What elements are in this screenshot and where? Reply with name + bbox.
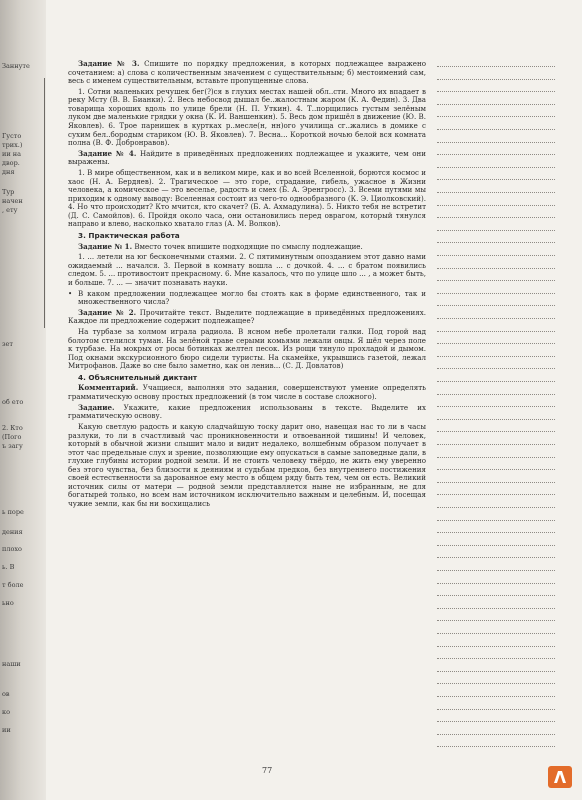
answer-line (437, 205, 555, 206)
answer-line (437, 457, 555, 458)
answer-line (437, 192, 555, 193)
left-margin-strip (0, 0, 46, 800)
answer-line (437, 696, 555, 697)
answer-line (437, 66, 555, 67)
margin-fragment: зет (2, 340, 13, 348)
answer-line (437, 494, 555, 495)
answer-line (437, 242, 555, 243)
answer-line (437, 129, 555, 130)
answer-line (437, 557, 555, 558)
margin-fragment: ь поре (2, 508, 24, 516)
answer-line (437, 444, 555, 445)
margin-fragment: ов (2, 690, 10, 698)
answer-line (437, 179, 555, 180)
margin-fragment: ьно (2, 599, 14, 607)
answer-line (437, 608, 555, 609)
answer-line (437, 545, 555, 546)
gutter-line (44, 78, 45, 328)
task-title: Задание № 4. (78, 148, 137, 158)
margin-fragment: ъ загу (2, 442, 23, 450)
answer-line (437, 658, 555, 659)
task-text: Спишите по порядку предложения, в которых подлежащее выражено сочетанием: а) слова с количественным значением с существительным; б) местоимений сам, весь с именем существительным, вставьте пропущенные слова. (68, 60, 426, 86)
answer-line (437, 671, 555, 672)
task-text: Учащиеся, выполняя это задания, совершенствуют умение определять грамматическую основу простых предложений (в том числе в составе сложного). (68, 383, 426, 401)
margin-fragment: об ето (2, 398, 24, 406)
task-title: Задание № 3. (78, 60, 140, 68)
margin-fragment: дня (2, 168, 15, 176)
margin-fragment: ко (2, 708, 10, 716)
section-heading: 4. Объяснительный диктант (78, 372, 198, 382)
answer-line (437, 318, 555, 319)
answer-line (437, 520, 555, 521)
answer-line (437, 381, 555, 382)
answer-line (437, 331, 555, 332)
margin-fragment: начен (2, 197, 23, 205)
task-paragraph (68, 60, 426, 86)
answer-line (437, 116, 555, 117)
task-paragraph (68, 384, 426, 401)
body-paragraph: 1. ... летели на юг бесконечными стаями. 2. С пятиминутным опозданием этот давно нами ожидаемый ... начался. 3. Первой в комнату вошла ... с дочкой. 4. ... с братом появились следом. 5. ... противостоит прекрасному. 6. Мне казалось, что по улице шло ... , а может быть, и больше. 7. ... — значит познавать науки. (68, 252, 426, 287)
answer-line (437, 431, 555, 432)
section-heading: 3. Практическая работа (78, 230, 180, 240)
answer-line (437, 683, 555, 684)
margin-fragment: Заннуте (2, 62, 30, 70)
margin-fragment: трих.) (2, 141, 23, 149)
answer-line (437, 419, 555, 420)
page-number: 77 (262, 766, 273, 775)
answer-line (437, 280, 555, 281)
answer-line (437, 734, 555, 735)
answer-line (437, 356, 555, 357)
publisher-logo-icon (548, 766, 572, 788)
margin-fragment: т боле (2, 581, 24, 589)
answer-line (437, 217, 555, 218)
answer-line (437, 646, 555, 647)
margin-fragment: , ету (2, 206, 18, 214)
answer-line (437, 633, 555, 634)
answer-line (437, 142, 555, 143)
margin-fragment: ии на (2, 150, 21, 158)
task-paragraph (68, 243, 426, 252)
answer-line (437, 709, 555, 710)
answer-line (437, 79, 555, 80)
margin-fragment: плохо (2, 545, 22, 553)
answer-line (437, 104, 555, 105)
task-text: Прочитайте текст. Выделите подлежащие в приведённых предложениях. Каждое ли предложение содержит подлежащее? (68, 307, 426, 326)
answer-line (437, 469, 555, 470)
task-title: Задание. (78, 402, 115, 412)
answer-line (437, 595, 555, 596)
task-paragraph (68, 309, 426, 326)
answer-lines (437, 66, 557, 756)
margin-fragment: ь. В (2, 563, 15, 571)
answer-line (437, 91, 555, 92)
body-paragraph: 1. В мире общественном, как и в великом мире, как и во всей Вселенной, борются космос и хаос (Н. А. Бердяев). 2. Трагическое — это горе, страдание, гибель, ужасное в Жизни человека, а комическое — это веселье, радость и смех (Б. А. Эренгросс). 3. Всеми путями мы приходим к одному выводу: Вселенная состоит из чего-то однообразного (К. Э. Циолковский). 4. Но что происходит? Кто мчится, кто скачет? (Б. А. Ахмадулина). 5. Никто тебя не встретит (Д. С. Самойлов). 6. Пройдя около часа, они остановились перед оврагом, который тянулся направо и влево, насколько хватало глаз (А. М. Волков). (68, 168, 426, 229)
body-paragraph: На турбазе за холмом играла радиола. В ясном небе пролетали галки. Под горой над болотом стелился туман. На зелёной траве серыми комьями лежали овцы. Я шёл через поле к турбазе. На мокрых от росы ботинках желтел песок. Из рощи тянуло прохладой и дымом. Под окнами экскурсионного бюро сидели туристы. На скамейке, укрывшись газетой, лежал Митрофанов. Даже во сне было заметно, как он ленив... (С. Д. Довлатов) (68, 327, 426, 371)
margin-fragment: 2. Кто (2, 424, 23, 432)
task-text: Найдите в приведённых предложениях подлежащее и укажите, чем они выражены. (68, 148, 426, 167)
task-title: Задание № 2. (78, 307, 137, 317)
answer-line (437, 305, 555, 306)
margin-fragment: Тур (2, 188, 15, 196)
task-title: Задание № 1. (78, 241, 133, 251)
answer-line (437, 482, 555, 483)
bullet-question: • В каком предложении подлежащее могло бы стоять как в форме единственного, так и множественного числа? (68, 290, 426, 307)
answer-line (437, 583, 555, 584)
answer-line (437, 154, 555, 155)
margin-fragment: ии (2, 726, 11, 734)
answer-line (437, 167, 555, 168)
answer-line (437, 268, 555, 269)
margin-fragment: двор. (2, 159, 20, 167)
task-text: Вместо точек впишите подходящие по смыслу подлежащие. (132, 241, 363, 251)
task-text: Укажите, какие предложения использованы в тексте. Выделите их грамматическую основу. (68, 402, 426, 421)
margin-fragment: наши (2, 660, 21, 668)
body-paragraph: 1. Сотни маленьких речушек бег(?)ся в глухих местах нашей обл..сти. Много их впадает в реку Мсту (В. В. Бианки). 2. Весь небосвод дышал бе..жалостным жаром (К. А. Федин). 3. Два товарища хороших вдоль по улице брели (Н. П. Уткин). 4. Т..порщились густым зелёным луком две маленькие грядки у окна (К. И. Ваншенкин). 5. Весь дом пришёл в движение (Ю. В. Яковлев). 6. Трое парнишек в куртках р..месле(н, нн)ого училища сг..жались в домике с сухим бел..бородым стариком (Ю. В. Яковлев). 7. Весна... Короткой ночью белой вся комната полна (В. Ф. Добронравов). (68, 86, 426, 148)
task-title: Комментарий. (78, 383, 139, 393)
answer-line (437, 293, 555, 294)
answer-line (437, 406, 555, 407)
answer-line (437, 746, 555, 747)
answer-line (437, 255, 555, 256)
answer-line (437, 620, 555, 621)
answer-line (437, 368, 555, 369)
task-paragraph (68, 404, 426, 421)
answer-line (437, 570, 555, 571)
answer-line (437, 394, 555, 395)
answer-line (437, 343, 555, 344)
margin-fragment: Густо (2, 132, 22, 140)
main-text (68, 60, 426, 760)
task-paragraph (68, 150, 426, 167)
answer-line (437, 507, 555, 508)
answer-line (437, 721, 555, 722)
body-paragraph: Какую светлую радость и какую сладчайшую тоску дарит оно, навещая нас то ли в часы разлуки, то ли в счастливый час проникновенности и отвоеванной тишины! И человек, который в обычной жизни слышит мало и видит недалеко, волшебным образом получает в этот час предельные слух и зрение, позволяющие ему опускаться в самые заповедные дали, в глухие глубины истории родной земли. И не стоить человеку твёрдо, не жить ему уверенно без этого чувства, без близости к деяниям и судьбам предков, без внутреннего постижения своей естественности за дарованное ему место в общем ряду быть тем, чем он есть. Великий источник силы от матери — родной земли представляется ныне не избранным, не для богатырей только, но всем нам источником исключительно важным и целебным. И, посещая чужие земли, как бы ни восхищались (68, 422, 426, 508)
answer-line (437, 230, 555, 231)
margin-fragment: (Пого (2, 433, 22, 441)
answer-line (437, 532, 555, 533)
margin-fragment: дения (2, 528, 23, 536)
